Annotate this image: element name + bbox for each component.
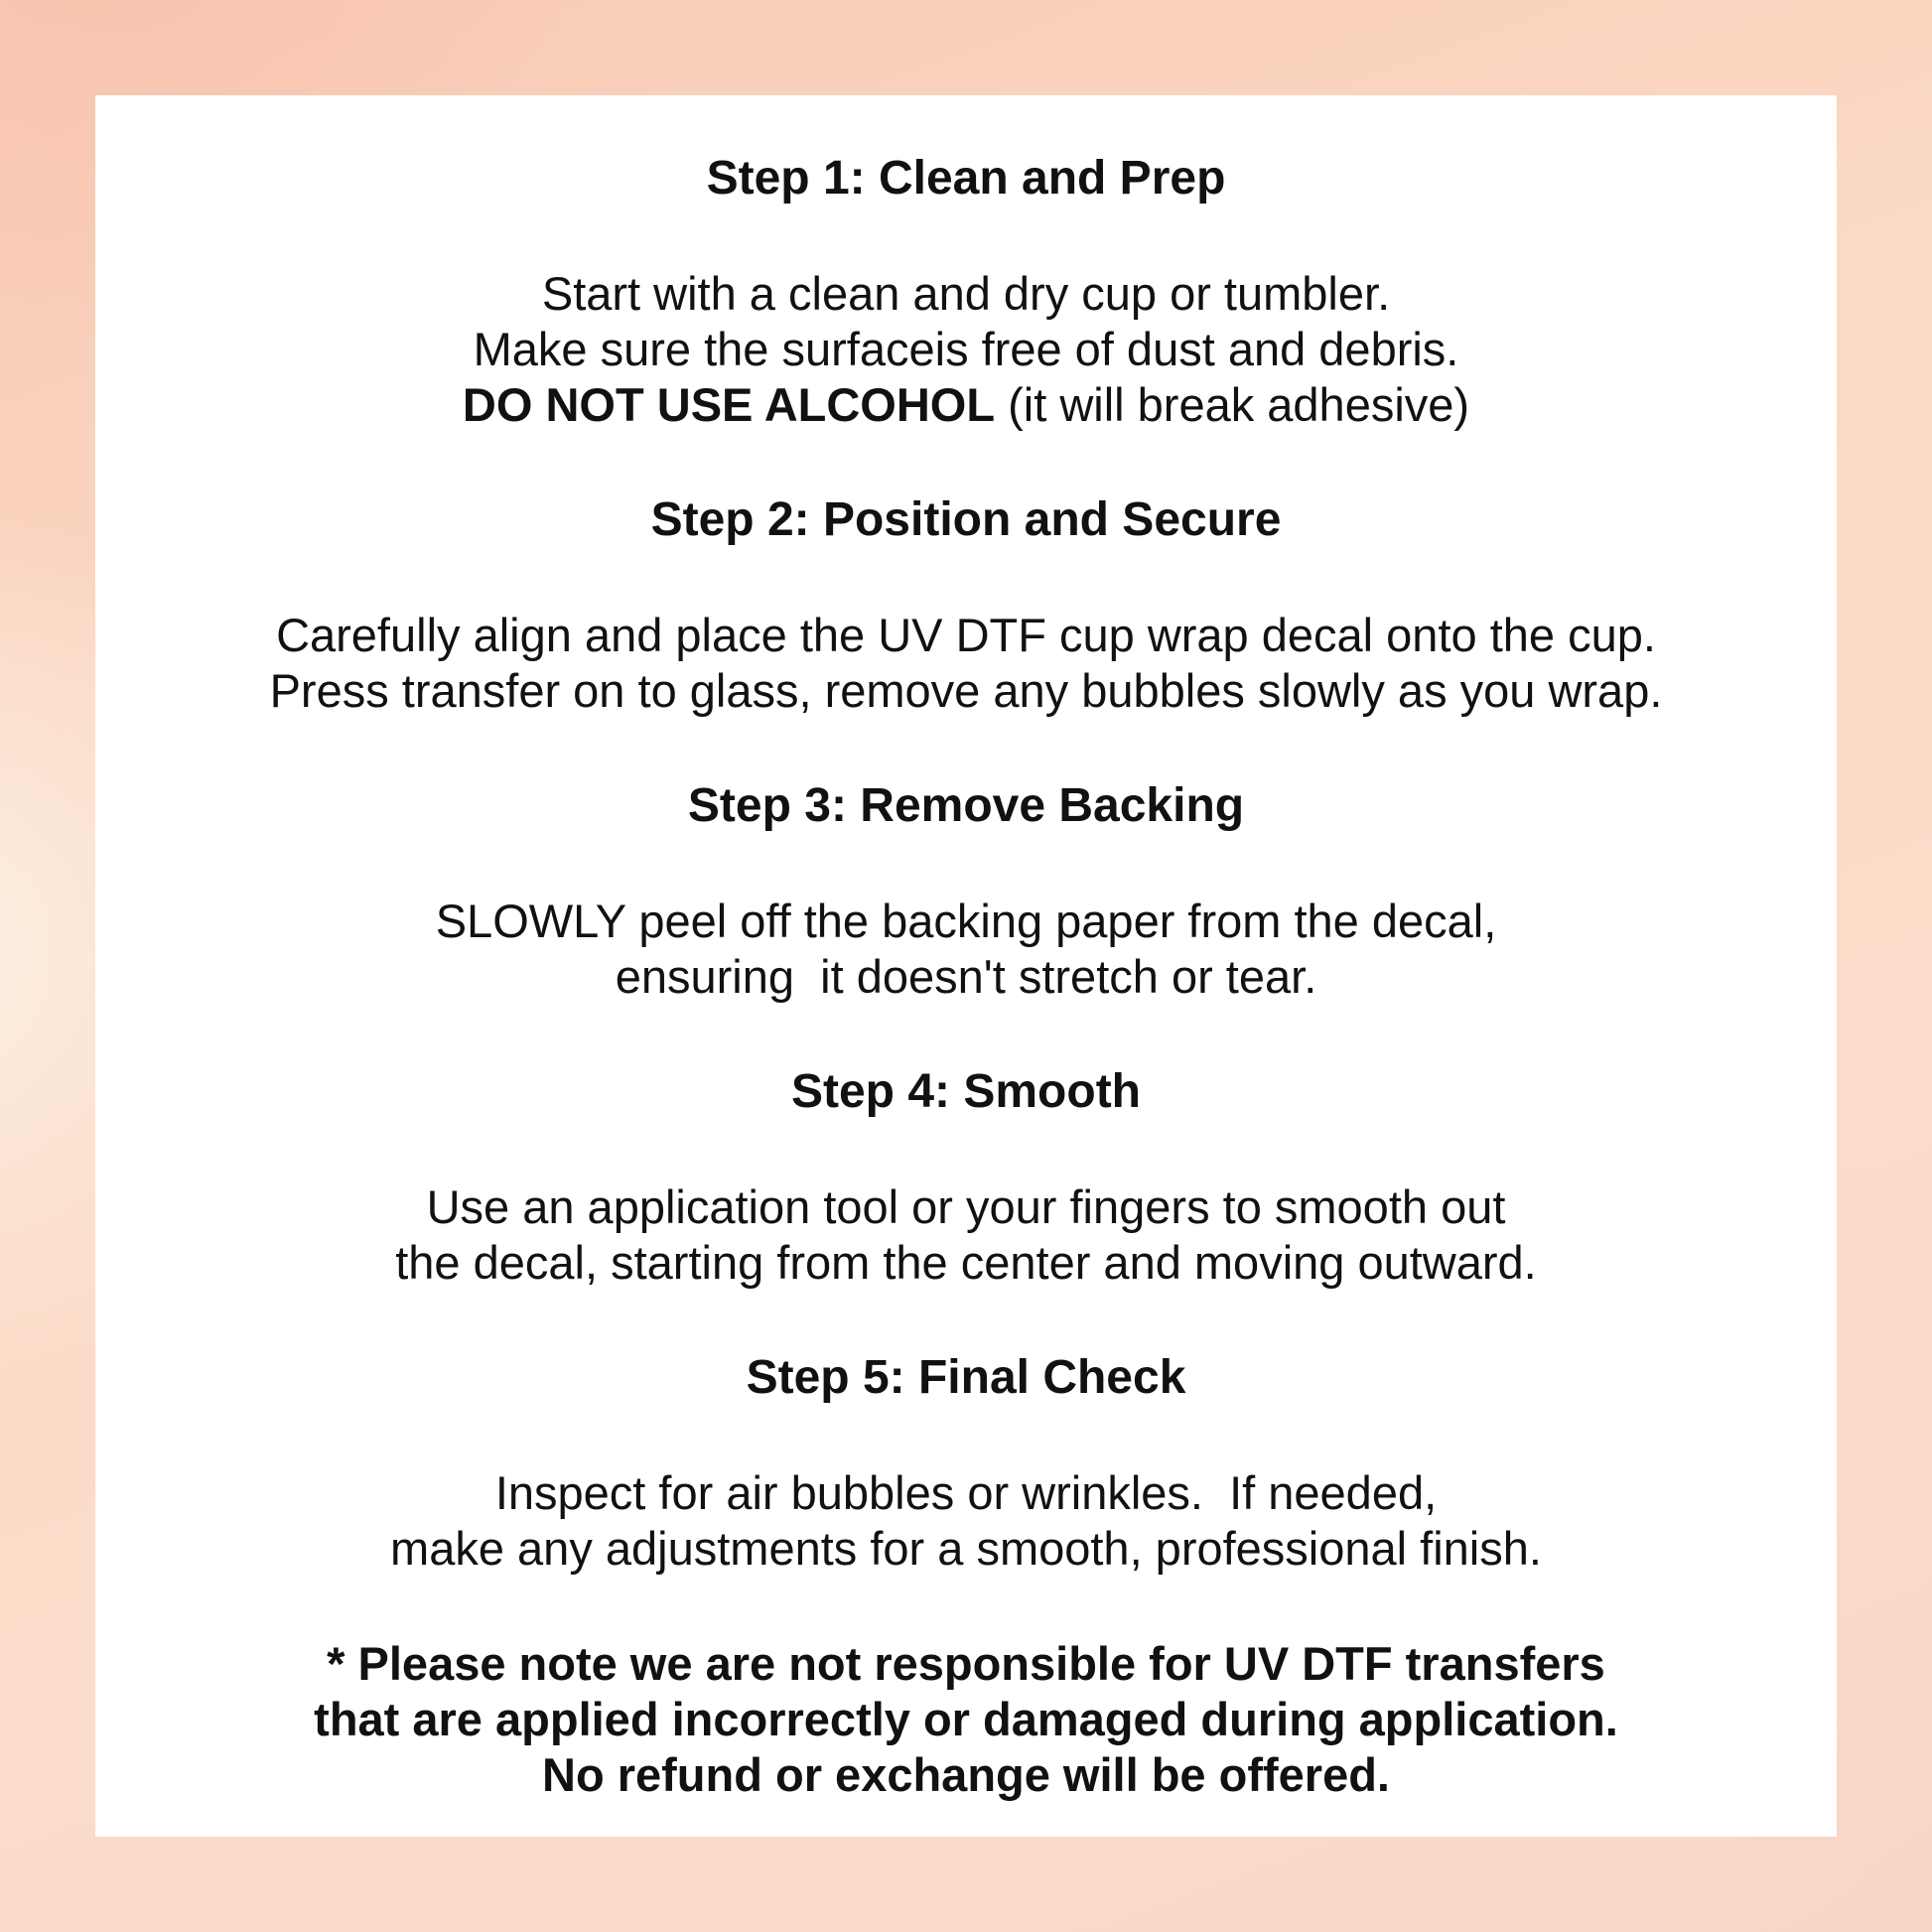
step-2-body <box>95 608 1837 719</box>
step-4-heading-block <box>95 1064 1837 1120</box>
step-2-line-1: Carefully align and place the UV DTF cup wrap decal onto the cup. <box>276 609 1656 661</box>
disclaimer-line-3: No refund or exchange will be offered. <box>542 1748 1390 1801</box>
step-4-body <box>95 1179 1837 1291</box>
step-3-heading-block <box>95 778 1837 834</box>
step-5-body <box>95 1465 1837 1577</box>
step-2-line-2: Press transfer on to glass, remove any bubbles slowly as you wrap. <box>269 664 1663 717</box>
disclaimer-footnote <box>95 1636 1837 1803</box>
alcohol-warning-plain: (it will break adhesive) <box>995 378 1470 431</box>
step-4-line-2: the decal, starting from the center and moving outward. <box>395 1236 1537 1289</box>
step-5-heading: Step 5: Final Check <box>746 1351 1186 1404</box>
step-2-heading-block <box>95 492 1837 548</box>
step-1-line-1: Start with a clean and dry cup or tumbler. <box>541 267 1391 320</box>
instruction-card <box>95 95 1837 1837</box>
step-3-line-2: ensuring it doesn't stretch or tear. <box>615 950 1317 1003</box>
step-1-heading: Step 1: Clean and Prep <box>706 152 1226 205</box>
step-3-heading: Step 3: Remove Backing <box>687 779 1245 832</box>
step-1-line-2: Make sure the surfaceis free of dust and debris. <box>473 323 1459 375</box>
step-4-heading: Step 4: Smooth <box>790 1065 1141 1118</box>
step-5-heading-block <box>95 1350 1837 1406</box>
step-5-line-2: make any adjustments for a smooth, professional finish. <box>390 1522 1542 1575</box>
step-1-body <box>95 266 1837 433</box>
step-3-line-1: SLOWLY peel off the backing paper from the decal, <box>435 895 1497 947</box>
disclaimer-line-2: that are applied incorrectly or damaged during application. <box>314 1693 1618 1745</box>
step-1-heading-block <box>95 151 1837 207</box>
alcohol-warning-bold: DO NOT USE ALCOHOL <box>462 378 996 431</box>
step-2-heading: Step 2: Position and Secure <box>650 493 1282 546</box>
disclaimer-line-1: * Please note we are not responsible for UV DTF transfers <box>327 1637 1605 1690</box>
step-3-body <box>95 894 1837 1005</box>
step-5-line-1: Inspect for air bubbles or wrinkles. If needed, <box>494 1466 1438 1519</box>
step-4-line-1: Use an application tool or your fingers to smooth out <box>426 1180 1506 1233</box>
step-1-line-3 <box>95 377 1837 433</box>
